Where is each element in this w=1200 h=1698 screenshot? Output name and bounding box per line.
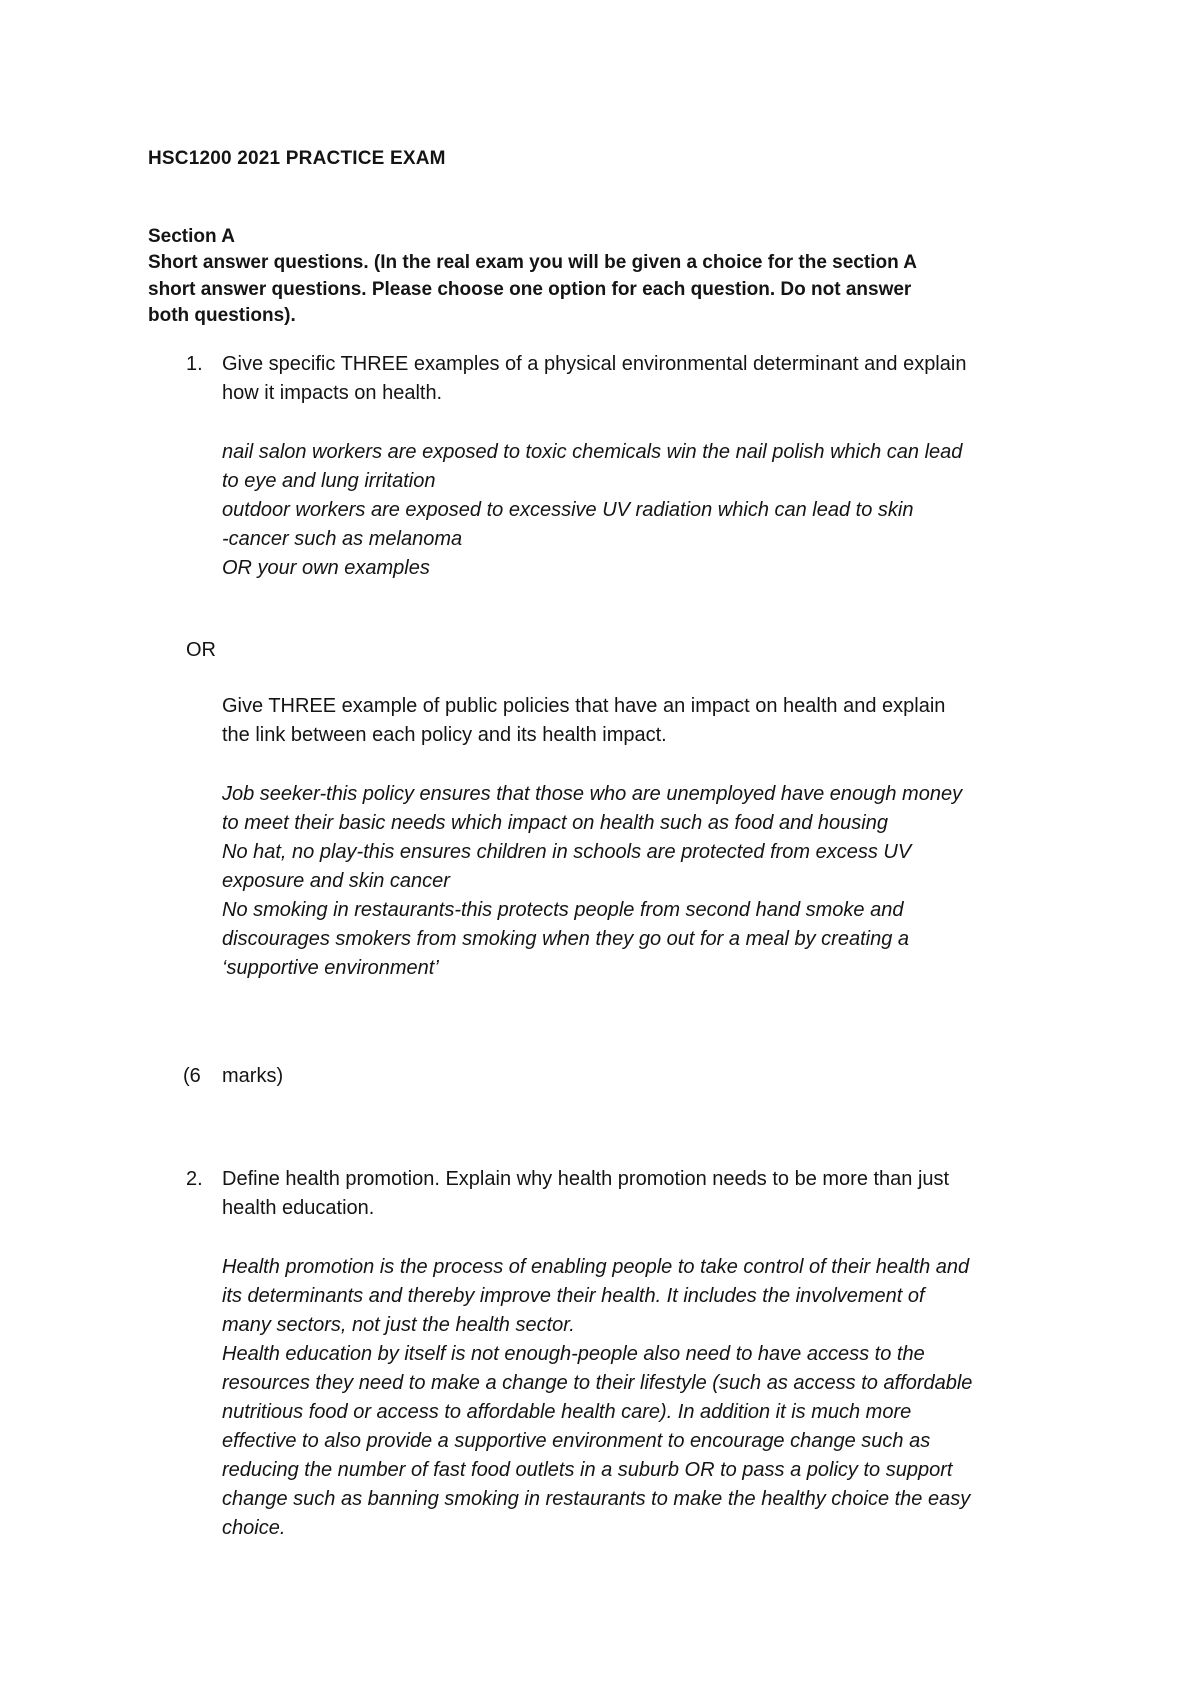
answer-line: discourages smokers from smoking when they go out for a meal by creating a xyxy=(222,928,909,950)
question-prompt-line: Give THREE example of public policies that have an impact on health and explain xyxy=(222,695,946,717)
answer-line: -cancer such as melanoma xyxy=(222,528,463,550)
answer-line: choice. xyxy=(222,1517,286,1539)
section-heading: Section A xyxy=(148,226,235,247)
answer-line: OR your own examples xyxy=(222,557,430,579)
section-instruction-line: short answer questions. Please choose one option for each question. Do not answer xyxy=(148,279,912,300)
answer-line: No hat, no play-this ensures children in schools are protected from excess UV xyxy=(222,841,912,863)
question-prompt-line: health education. xyxy=(222,1197,375,1219)
answer-line: many sectors, not just the health sector. xyxy=(222,1314,575,1336)
section-instruction-line: both questions). xyxy=(148,305,296,326)
answer-line: effective to also provide a supportive environment to encourage change such as xyxy=(222,1430,931,1452)
answer-line: change such as banning smoking in restaurants to make the healthy choice the easy xyxy=(222,1488,971,1510)
answer-line: Health education by itself is not enough-people also need to have access to the xyxy=(222,1343,925,1365)
answer-line: nutritious food or access to affordable health care). In addition it is much more xyxy=(222,1401,912,1423)
question-prompt-line: how it impacts on health. xyxy=(222,382,443,404)
answer-line: Job seeker-this policy ensures that those who are unemployed have enough money xyxy=(222,783,963,805)
answer-line: No smoking in restaurants-this protects people from second hand smoke and xyxy=(222,899,904,921)
answer-line: its determinants and thereby improve their health. It includes the involvement of xyxy=(222,1285,925,1307)
answer-line: exposure and skin cancer xyxy=(222,870,450,892)
answer-line: ‘supportive environment’ xyxy=(222,957,439,979)
answer-line: to meet their basic needs which impact on health such as food and housing xyxy=(222,812,888,834)
section-instruction-line: Short answer questions. (In the real exam you will be given a choice for the section A xyxy=(148,252,917,273)
marks-label: marks) xyxy=(222,1065,284,1087)
answer-line: reducing the number of fast food outlets in a suburb OR to pass a policy to support xyxy=(222,1459,953,1481)
exam-title: HSC1200 2021 PRACTICE EXAM xyxy=(148,148,446,169)
marks-open: (6 xyxy=(183,1065,201,1087)
answer-line: resources they need to make a change to their lifestyle (such as access to affordable xyxy=(222,1372,973,1394)
question-prompt-line: Define health promotion. Explain why health promotion needs to be more than just xyxy=(222,1168,950,1190)
question-prompt-line: Give specific THREE examples of a physical environmental determinant and explain xyxy=(222,353,967,375)
answer-line: to eye and lung irritation xyxy=(222,470,436,492)
or-separator: OR xyxy=(186,639,216,661)
question-prompt-line: the link between each policy and its health impact. xyxy=(222,724,667,746)
answer-line: Health promotion is the process of enabling people to take control of their health and xyxy=(222,1256,970,1278)
answer-line: outdoor workers are exposed to excessive UV radiation which can lead to skin xyxy=(222,499,914,521)
answer-line: nail salon workers are exposed to toxic chemicals win the nail polish which can lead xyxy=(222,441,963,463)
question-number: 1. xyxy=(186,353,203,375)
question-number: 2. xyxy=(186,1168,203,1190)
